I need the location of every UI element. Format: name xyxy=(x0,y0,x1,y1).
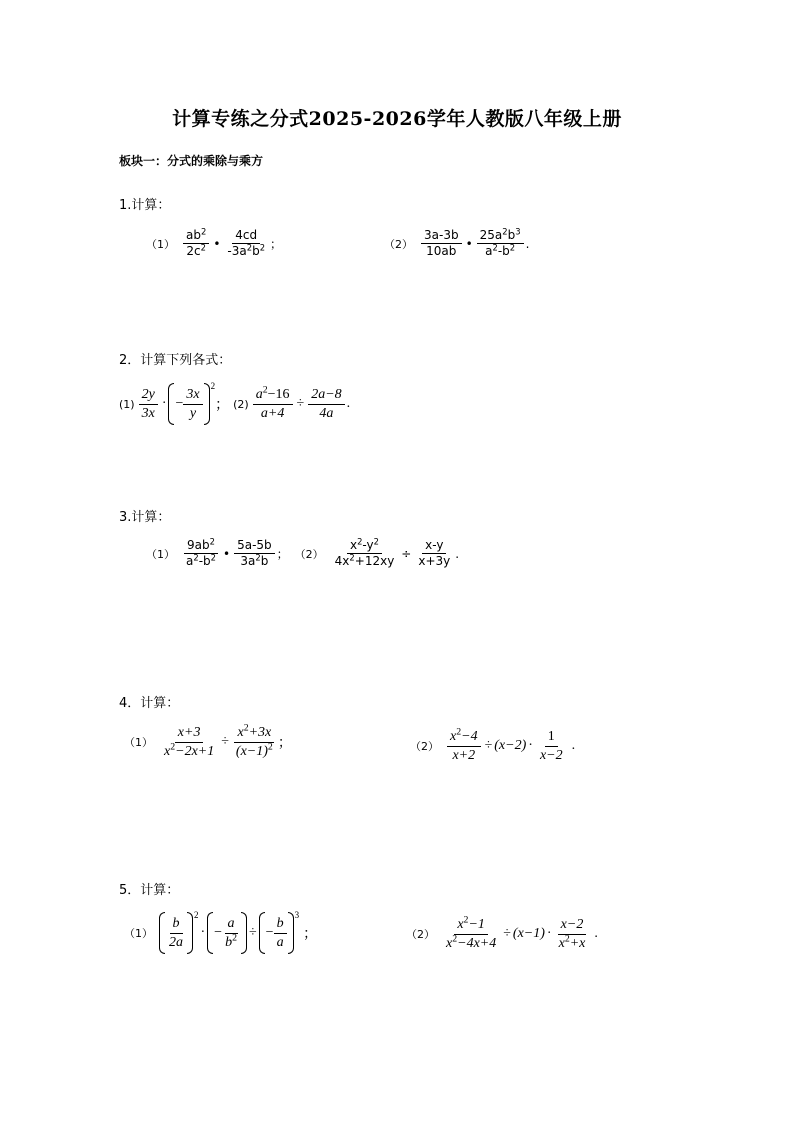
part-number: （2） xyxy=(384,237,413,251)
q4-part2 xyxy=(410,728,575,764)
question-2-label: 2．计算下列各式： xyxy=(119,353,232,368)
operator: · xyxy=(200,925,206,940)
parenthesized-term: − $\frac{a}{b^2}$ xyxy=(207,912,247,954)
fraction: $\frac{9ab^2}{a^2-b^2}$ xyxy=(186,536,216,568)
part-number: （2） xyxy=(410,740,439,753)
question-3-label: 3.计算： xyxy=(119,510,171,525)
fraction: $\frac{4cd}{-3a^2b^2}$ xyxy=(227,228,266,258)
page-title: 计算专练之分式2025-2026学年人教版八年级上册 xyxy=(172,108,622,130)
operator: ÷ xyxy=(484,738,493,753)
fraction: $\frac{b}{2a}$ xyxy=(169,916,183,950)
fraction: $\frac{25a^2b^3}{a^2-b^2}$ xyxy=(477,228,524,259)
end-punct: ； xyxy=(270,237,283,251)
operator: ÷ xyxy=(401,546,412,561)
end-punct: . xyxy=(594,926,598,941)
end-punct: ； xyxy=(277,736,292,751)
part-number: （1） xyxy=(124,736,153,749)
q5-part2 xyxy=(406,916,598,952)
exponent: 2 xyxy=(194,910,199,920)
exponent: 2 xyxy=(210,381,216,391)
operator: ÷ xyxy=(503,926,511,941)
question-1-label: 1.计算： xyxy=(119,198,171,213)
q1-part1 xyxy=(146,228,282,259)
operator: ÷ xyxy=(248,925,257,940)
q4-part1 xyxy=(124,724,292,760)
operator: · xyxy=(546,926,552,941)
parenthesized-term: − $\frac{3x}{y}$ xyxy=(168,383,209,425)
q5-part1 xyxy=(124,912,317,954)
fraction: $\frac{1}{x-2}$ xyxy=(539,729,563,763)
parenthesized-term xyxy=(159,912,193,954)
fraction: $\frac{x^2+3x}{(x-1)^2}$ xyxy=(235,722,273,759)
question-4-label: 4．计算： xyxy=(119,696,180,711)
part-number: （1） xyxy=(146,237,175,251)
end-punct: ； xyxy=(276,547,289,561)
term: (x−2) xyxy=(494,738,527,753)
part-number: (1) xyxy=(119,397,135,411)
operator: • xyxy=(213,236,221,251)
operator: • xyxy=(223,546,231,561)
fraction: $\frac{3x}{y}$ xyxy=(183,386,202,422)
q1-part2 xyxy=(384,228,529,259)
parenthesized-term: − $\frac{b}{a}$ xyxy=(259,912,294,954)
fraction: $\frac{x-2}{x^2+x}$ xyxy=(558,917,586,951)
fraction: $\frac{a^2-16}{a+4}$ xyxy=(253,386,293,422)
exponent: 3 xyxy=(294,910,300,920)
operator: · xyxy=(161,396,167,411)
section-heading: 板块一：分式的乘除与乘方 xyxy=(119,154,264,168)
part-number: （2） xyxy=(406,928,435,941)
end-punct: . xyxy=(525,236,530,251)
fraction: $\frac{x^2-4}{x+2}$ xyxy=(447,728,481,764)
operator: ÷ xyxy=(221,734,229,749)
end-punct: . xyxy=(346,396,351,411)
fraction: $\frac{5a-5b}{3a^2b}$ xyxy=(234,538,275,569)
fraction: $\frac{ab^2}{2c^2}$ xyxy=(183,228,209,259)
end-punct: ； xyxy=(215,398,230,413)
fraction: $\frac{a}{b^2}$ xyxy=(225,916,237,950)
part-number: （2） xyxy=(294,547,324,561)
fraction: $\frac{x+3}{x^2-2x+1}$ xyxy=(164,725,215,759)
fraction: $\frac{x^2-y^2}{4x^2+12xy}$ xyxy=(334,536,395,568)
operator: • xyxy=(465,236,473,251)
end-punct: . xyxy=(571,738,576,753)
fraction: $\frac{3a-3b}{10ab}$ xyxy=(421,228,462,259)
fraction: $\frac{x^2-1}{x^2-4x+4}$ xyxy=(446,914,497,951)
q3-parts xyxy=(146,538,459,569)
operator: · xyxy=(528,738,533,753)
term: (x−1) xyxy=(512,926,545,941)
end-punct: . xyxy=(455,546,460,561)
part-number: （1） xyxy=(146,547,175,561)
operator: ÷ xyxy=(296,396,305,411)
question-5-label: 5．计算： xyxy=(119,883,180,898)
q2-parts xyxy=(119,383,350,425)
end-punct: ； xyxy=(303,927,318,942)
part-number: (2) xyxy=(233,397,249,411)
fraction: $\frac{b}{a}$ xyxy=(274,915,287,951)
fraction: $\frac{x-y}{x+3y}$ xyxy=(418,538,451,568)
part-number: （1） xyxy=(124,927,153,940)
fraction: $\frac{2y}{3x}$ xyxy=(139,386,158,422)
fraction: $\frac{2a-8}{4a}$ xyxy=(308,386,344,422)
